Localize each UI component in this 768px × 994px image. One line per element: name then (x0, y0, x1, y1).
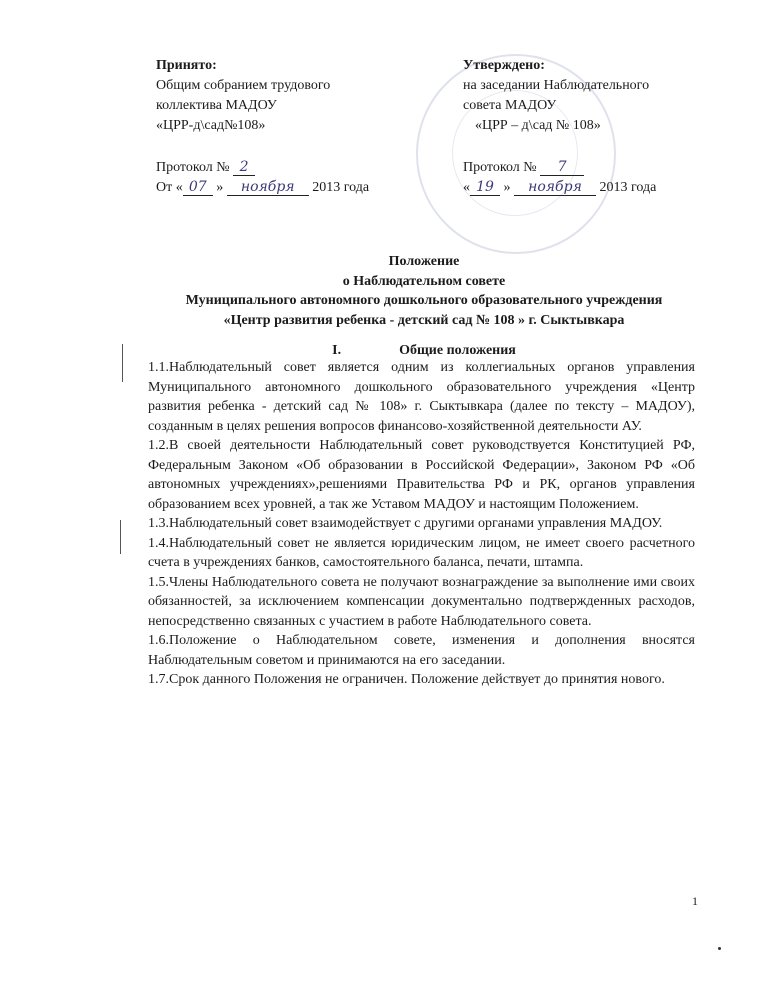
paragraph: 1.7.Срок данного Положения не ограничен. Положение действует до принятия нового. (148, 672, 665, 687)
approval-block-approved (463, 56, 703, 198)
paragraph: 1.4.Наблюдательный совет не является юридическим лицом, не имеет своего расчетного счета в учреждениях банков, самостоятельного баланса, печати, штампа. (148, 535, 695, 570)
date-mid: » (503, 180, 511, 195)
approval-header: Утверждено: (463, 58, 545, 73)
approval-block-accepted (156, 56, 396, 198)
margin-mark (120, 520, 121, 554)
date-line (463, 178, 703, 198)
title-line: Положение (388, 254, 460, 269)
date-day: 07 (183, 179, 213, 196)
date-month: ноября (514, 179, 596, 196)
title-line: Муниципального автономного дошкольного образовательного учреждения (185, 293, 663, 308)
protocol-number: 2 (233, 159, 255, 176)
approval-header: Принято: (156, 58, 217, 73)
protocol-number: 7 (540, 159, 584, 176)
document-body (148, 358, 695, 690)
protocol-line (463, 158, 703, 178)
date-prefix: От « (156, 180, 183, 195)
title-line: «Центр развития ребенка - детский сад № 108 » г. Сыктывкара (223, 312, 625, 328)
protocol-label: Протокол № (463, 160, 537, 175)
approval-line: коллектива МАДОУ (156, 98, 277, 113)
document-title (150, 252, 698, 330)
approval-line: «ЦРР-д\сад№108» (156, 118, 266, 133)
date-prefix: « (463, 180, 470, 195)
paragraph: 1.3.Наблюдательный совет взаимодействует с другими органами управления МАДОУ. (148, 516, 663, 531)
approval-line: Общим собранием трудового (156, 78, 331, 93)
date-month: ноября (227, 179, 309, 196)
paragraph: 1.6.Положение о Наблюдательном совете, изменения и дополнения вносятся Наблюдательным советом и принимаются на его заседании. (148, 633, 695, 668)
paragraph: 1.5.Члены Наблюдательного совета не получают вознаграждение за выполнение ими своих обязанностей, за исключением компенсации документально подтвержденных расходов, непосредственно связанных с участием в работе Наблюдательного совета. (148, 574, 695, 629)
date-year: 2013 года (599, 180, 657, 195)
section-number: I. (332, 343, 342, 358)
title-line: о Наблюдательном совете (342, 273, 506, 289)
approval-line: совета МАДОУ (463, 98, 557, 113)
margin-mark (122, 344, 123, 382)
protocol-label: Протокол № (156, 160, 230, 175)
page-number: 1 (692, 894, 698, 908)
date-line (156, 178, 396, 198)
date-day: 19 (470, 179, 500, 196)
date-year: 2013 года (312, 180, 370, 195)
approval-line: на заседании Наблюдательного (463, 78, 650, 93)
paragraph: 1.1.Наблюдательный совет является одним из коллегиальных органов управления Муниципального автономного дошкольного образовательного учреждения «Центр развития ребенка - детский сад № 108» г. Сыктывкара (далее по тексту – МАДОУ), созданным в целях решения вопросов финансово-хозяйственной деятельности АУ. (148, 360, 695, 434)
section-title: Общие положения (399, 343, 516, 358)
date-mid: » (216, 180, 224, 195)
approval-line: «ЦРР – д\сад № 108» (475, 118, 601, 133)
paragraph: 1.2.В своей деятельности Наблюдательный совет руководствуется Конституцией РФ, Федеральным Законом «Об образовании в Российской Федерации», Законом РФ «Об автономных учреждениях»,решениями Правительства РФ и РК, органов управления образованием всех уровней, а так же Уставом МАДОУ и настоящим Положением. (148, 438, 695, 512)
protocol-line (156, 158, 396, 178)
scan-speck (718, 947, 721, 950)
